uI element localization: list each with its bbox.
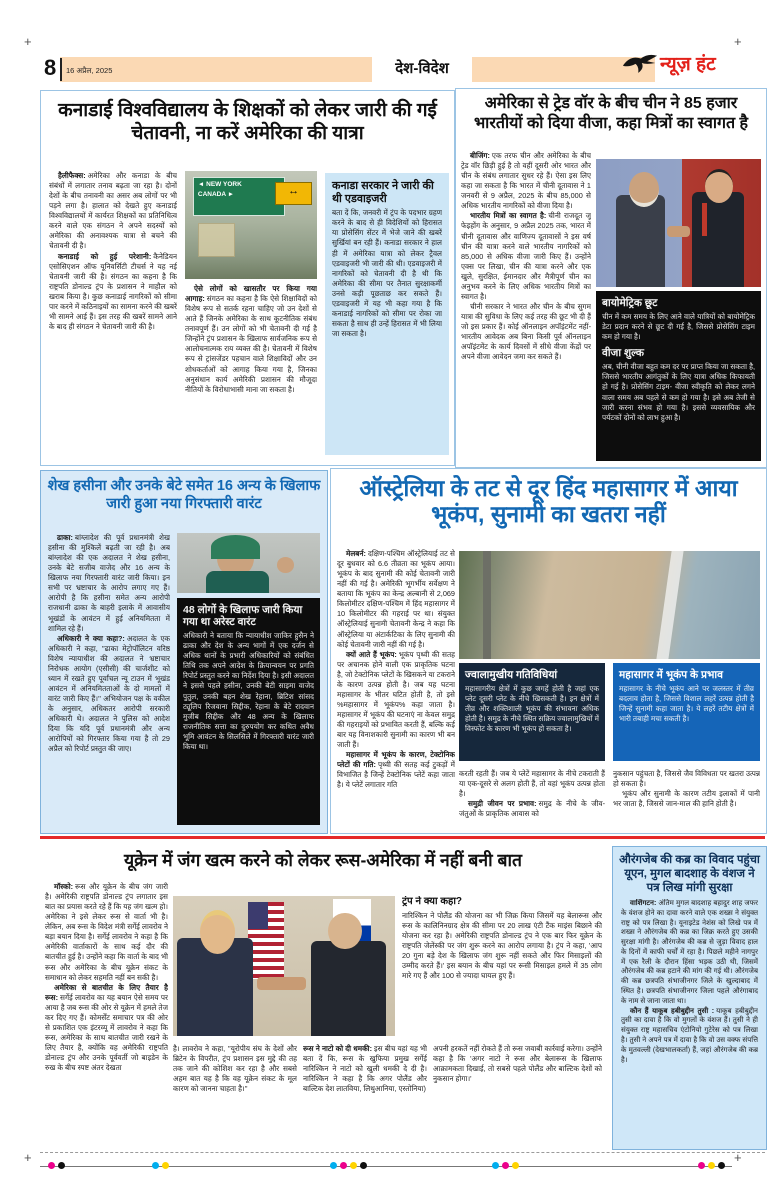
- paragraph-lead: क्यों आते हैं भूकंप:: [346, 649, 397, 659]
- paragraph-text: समुद्र के नीचे के जीव-जंतुओं के प्राकृतिक आवास को: [459, 799, 605, 819]
- paragraph: [49, 171, 177, 252]
- article-body-column: [48, 533, 170, 825]
- handshake: [257, 977, 306, 990]
- header-band: [60, 57, 655, 82]
- paragraph-text: कैनेडियन एसोसिएशन ऑफ यूनिवर्सिटी टीचर्स ने यह नई चेतावनी जारी की है। संगठन का कहना है कि राष्ट्रपति डोनाल्ड ट्रंप के प्रशासन ने माहौल को खराब किया है। कुछ कनाडाई नागरिकों को सीमा पार करने में कठिनाइयों का सामना करने की खबरें भी सामने आई हैं। इस तरह की खबरें सामने आने के बाद ही संगठन ने चेतावनी जारी की है।: [49, 251, 177, 331]
- beach-aerial-photo: [459, 551, 760, 659]
- paragraph-text: एक तरफ चीन और अमेरिका के बीच ट्रेड वॉर छिड़ी हुई है तो वहीं दूसरी ओर भारत और चीन के संबंध लगातार सुधर रहे हैं। ऐसा इस लिए कहा जा सकता है कि भारत में चीनी दूतावास ने 1 जनवरी से 9 अप्रैल, 2025 के बीच 85,000 से अधिक भारतीय नागरिकों को वीजा दिया है।: [461, 151, 591, 211]
- sub-heading: ट्रंप ने क्या कहा?: [402, 896, 463, 907]
- arrow-sign: ↔: [275, 182, 311, 206]
- handshake: [667, 226, 690, 238]
- paragraph: [461, 302, 591, 362]
- paragraph: [337, 549, 455, 650]
- paragraph-lead: कनाडाई को हुई परेशानी:: [58, 251, 152, 261]
- masthead-logo: [622, 50, 716, 76]
- paragraph-lead: बीजिंग:: [470, 151, 490, 160]
- bottom-dashed-rule: [40, 1152, 765, 1153]
- article-headline: ऑस्ट्रेलिया के तट से दूर हिंद महासागर में आया भूकंप, सुनामी का खतरा नहीं: [359, 475, 738, 528]
- paragraph-text: करती रहती हैं। जब ये प्लेटें महासागर के नीचे टकराती हैं या एक-दूसरे से अलग होती हैं, तो वहां भूकंप उत्पन्न होता है।: [459, 769, 605, 799]
- crop-mark-icon: +: [24, 1150, 32, 1165]
- article-body-column: [303, 1044, 427, 1144]
- info-box-title: महासागर में भूकंप के प्रभाव: [619, 669, 723, 681]
- paragraph-lead: ढाका:: [57, 533, 73, 542]
- trump-statement-column: [402, 896, 602, 1038]
- article-headline: औरंगजेब की कब्र का विवाद पहुंचा यूएन, मुगल बादशाह के वंशज ने पत्र लिख मांगी सुरक्षा: [619, 854, 760, 895]
- paragraph-lead: कौन हैं याकूब हबीबुद्दीन तुसी :: [630, 1006, 715, 1015]
- article-body-column: [177, 533, 320, 825]
- article-earthquake: [330, 468, 767, 834]
- paragraph-text: रूस और यूक्रेन के बीच जंग जारी है। अमेरिकी राष्ट्रपति डोनाल्ड ट्रंप लगातार इस बात का प्रयास करते रहे हैं कि यह जंग खत्म हो। अमेरिका ने इसे लेकर रूस से वार्ता भी है। लेकिन, अब रूस के विदेश मंत्री सर्गेई लावरोव ने बड़ा बयान दिया है। सर्गेई लावरोव ने कहा है कि अमेरिकी वार्ताकारों के साथ कई दौर की बातचीत हुई है। उन्होंने कहा कि वार्ता के बाद भी रूस और अमेरिका के बीच यूक्रेन संकट के समाधान को लेकर सहमति नहीं बन सकी है।: [45, 882, 168, 982]
- surf-line: [656, 551, 683, 659]
- info-box-title: वीजा शुल्क: [602, 347, 644, 360]
- paragraph-text: अमेरिका और कनाडा के बीच संबंधों में लगातार तनाव बढ़ता जा रहा है। दोनों देशों के बीच तनावनी का असर अब लोगों पर भी पड़ने लगा है। हालात को देखते हुए कनाडाई विश्वविद्यालयों में कार्यरत शिक्षकों का प्रतिनिधित्व करने वाले एक संगठन ने अपने सदस्यों को अमेरिका की अनावश्यक यात्रा से बचने की चेतावनी दी है।: [49, 171, 177, 251]
- masthead-title: न्यूज़ हंट: [660, 54, 716, 75]
- paragraph: [461, 151, 591, 211]
- footer-rule: [40, 1166, 732, 1167]
- paragraph-text: इस बीच यहां यह भी बता दें कि, रूस के खुफिया प्रमुख सर्गेई नारिश्किन ने नाटो को खुली धमकी दे दी है। नारिश्किन ने कहा है कि अगर पोलैंड और बाल्टिक देश लातविया, लिथुआनिया, एस्तोनिया): [303, 1044, 427, 1094]
- paragraph-text: चीनी सरकार ने भारत और चीन के बीच सुगम यात्रा की सुविधा के लिए कई तरह की छूट भी दी हैं जो इस प्रकार हैं। कोई ऑनलाइन अपॉइंटमेंट नहीं- भारतीय आवेदक अब बिना किसी पूर्व ऑनलाइन अपॉइंटमेंट के कार्य दिवसों में सीधे वीजा केंद्रों पर अपने वीजा आवेदन जमा कर सकते हैं।: [461, 301, 591, 362]
- xi-figure: [692, 192, 745, 287]
- registration-dot: [502, 1162, 509, 1169]
- article-headline: अमेरिका से ट्रेड वॉर के बीच चीन ने 85 हजार भारतीयों को दिया वीजा, कहा मित्रों का स्वागत है: [473, 95, 749, 132]
- info-box-title: बायोमेट्रिक छूट: [602, 297, 658, 309]
- green-headscarf: [211, 535, 260, 559]
- registration-dot: [698, 1162, 705, 1169]
- club-signboard: [198, 223, 234, 257]
- crop-mark-icon: +: [734, 34, 742, 49]
- paragraph-lead: मेलबर्न:: [346, 549, 366, 558]
- paragraph: [433, 1044, 602, 1084]
- article-body-column: [459, 769, 605, 827]
- crop-mark-icon: +: [24, 34, 32, 49]
- paragraph: [49, 252, 177, 333]
- paragraph: [621, 899, 758, 1007]
- paragraph-lead: अमेरिका से बातचीत के लिए तैयार है रूस:: [45, 982, 168, 1002]
- info-box-text: अधिकारी ने बताया कि न्यायाधीश जाकिर हुसैन ने ढाका और देश के अन्य भागों में एक दर्जन से अधिक थानों के प्रभारी अधिकारियों को संबंधित तिथि तक अपने आदेश के क्रियान्वयन पर प्रगति रिपोर्ट प्रस्तुत करने का निर्देश दिया है। इसी अदालत ने इससे पहले हसीना, उनकी बेटी साइमा वाजेद पुतुल, उनकी बहन शेख रेहाना, ब्रिटिश सांसद ट्यूलिप रिजवाना सिद्दीक, रेहाना के बेटे रादवान मुजीब सिद्दीक और 48 अन्य के खिलाफ राजनीतिक सत्ता का दुरुपयोग कर कथित अवैध भूमि आवंटन के सिलसिले में गिरफ्तारी वारंट जारी किया था।: [183, 631, 314, 751]
- paragraph: [337, 750, 455, 790]
- trump-putin-photo: [173, 896, 395, 1036]
- modi-head: [629, 172, 659, 207]
- xi-head: [705, 169, 733, 203]
- paragraph: [621, 1007, 758, 1066]
- us-flag-canton: [248, 902, 268, 929]
- paragraph: [45, 882, 168, 983]
- article-body-column: [337, 549, 455, 827]
- paragraph-lead: भारतीय मित्रों का स्वागत है:: [470, 211, 547, 221]
- paragraph: [185, 284, 317, 395]
- section-title: देश-विदेश: [372, 54, 472, 84]
- info-box-title: 48 लोगों के खिलाफ जारी किया गया था अरेस्ट वारंट: [183, 604, 303, 629]
- info-box-text: महासागरीय क्षेत्रों में कुछ जगहें होती है जहां एक प्लेट दूसरी प्लेट के नीचे खिसकती है। इन क्षेत्रों में तीव्र और शक्तिशाली भूकंप की संभावना अधिक होती है। समुद्र के नीचे स्थित सक्रिय ज्वालामुखियों में विस्फोट के कारण भी भूकंप हो सकता है।: [465, 684, 599, 734]
- paragraph: [303, 1044, 427, 1094]
- registration-dot: [350, 1162, 357, 1169]
- sign-text: ◄ NEW YORK: [197, 181, 242, 189]
- paragraph: [613, 789, 760, 809]
- article-hasina-warrant: [40, 470, 328, 834]
- registration-dot: [340, 1162, 347, 1169]
- paragraph-lead: वाशिंगटन:: [630, 899, 657, 907]
- paragraph-text: बांग्लादेश की पूर्व प्रधानमंत्री शेख हसीना की मुश्किलें बढ़ती जा रही है। अब बांग्लादेश की एक अदालत ने शेख हसीना, उनके बेटे सजीब वाजेद और 16 अन्य के खिलाफ नया गिरफ्तारी वारंट जारी किया। इन सभी पर भ्रष्टाचार के आरोप लगाए गए हैं। आरोपी है कि हसीना समेत अन्य आरोपी राजधानी ढाका के बाहरी इलाके में आवासीय भूखंडों के आवंटन में हुई अनियमितता में शामिल रहे हैं।: [48, 533, 170, 633]
- paragraph-text: है। लावरोव ने कहा, ''यूरोपीय संघ के देशों और ब्रिटेन के विपरीत, ट्रंप प्रशासन इस मुद्दे की तह तक जाने की कोशिश कर रहा है और सबसे अहम बात यह है कि वह यूक्रेन संकट के मूल कारण को जानना चाहता है।'': [173, 1044, 297, 1094]
- photo-caption-paragraph: [185, 284, 317, 452]
- registration-dot: [162, 1162, 169, 1169]
- registration-dot: [152, 1162, 159, 1169]
- registration-dot: [492, 1162, 499, 1169]
- info-box-section: [602, 297, 755, 342]
- article-headline: यूक्रेन में जंग खत्म करने को लेकर रूस-अमेरिका में नहीं बनी बात: [123, 850, 523, 870]
- article-body-column: [433, 1044, 602, 1144]
- red-tie: [702, 203, 707, 236]
- article-headline: कनाडाई विश्वविद्यालय के शिक्षकों को लेकर जारी की गई चेतावनी, ना करें अमेरिका की यात्रा: [58, 100, 437, 145]
- crop-mark-icon: +: [734, 1150, 742, 1165]
- registration-dot: [708, 1162, 715, 1169]
- article-body-column: [461, 151, 591, 459]
- paragraph-text: भूकंप और सुनामी के कारण तटीय इलाकों में पानी भर जाता है, जिससे जान-माल की हानि होती है।: [613, 789, 760, 809]
- article-body-column: [49, 171, 177, 457]
- article-body-column: [621, 899, 758, 1143]
- article-canada-warning: [40, 90, 455, 466]
- paragraph-text: दक्षिण-पश्चिम ऑस्ट्रेलियाई तट से दूर बुधवार को 6.6 तीव्रता का भूकंप आया। भूकंप के बाद सुनामी की कोई चेतावनी जारी नहीं की गई है। अमेरिकी भूगर्भीय सर्वेक्षण ने बताया कि भूकंप का केन्द्र अल्बानी से 2,069 किलोमीटर दक्षिण-पश्चिम में हिंद महासागर में 10 किलोमीटर की गहराई पर था। संयुक्त ऑस्ट्रेलियाई सुनामी चेतावनी केन्द्र ने कहा कि ऑस्ट्रेलिया या अंटार्कटिका के लिए सुनामी की कोई चेतावनी जारी नहीं की गई है।: [337, 549, 455, 649]
- coastal-road: [483, 551, 491, 659]
- paragraph-lead: महासागर में भूकंप के कारण, टेक्टोनिक प्लेटों की गति:: [337, 750, 455, 770]
- sidebar-text: बता दें कि, जनवरी में ट्रंप के पदभार ग्रहण करने के बाद से ही विदेशियों को हिरासत या प्रोसेसिंग सेंटर में भेजे जाने की खबरें सुर्खियां बन रही हैं। कनाडा सरकार ने हाल ही में अमेरिका यात्रा को लेकर ट्रैवल एडवाइजरी भी जारी की थी। एडवाइजरी में नागरिकों को चेतावनी दी है थी कि अमेरिका की सीमा पर तैनात सुरक्षाकर्मी उनसे कड़ी पूछताछ कर सकते हैं। एडवाइजरी में यह भी कहा गया है कि कनाडाई नागरिकों को सीमा पर रोका जा सकता है साथ ही उन्हें हिरासत में भी लिया जा सकता है।: [332, 208, 442, 339]
- article-body-column: [613, 769, 760, 827]
- paragraph-lead: हैलीफैक्स:: [58, 171, 86, 180]
- paragraph-text: याकूब हबीबुद्दीन तुसी का दावा है कि वो मुगलों के वंशज हैं। तुसी ने ही संयुक्त राष्ट्र महासचिव एंटोनियो गुटेरेस को पत्र लिखा है। तुसी ने अपने पत्र में दावा है कि वो उस वक्फ संपत्ति के मुतवल्ली (देखभालकर्ता) हैं, जहां औरंगजेब की कब्र है।: [621, 1006, 758, 1064]
- registration-dot: [512, 1162, 519, 1169]
- info-box-title: ज्वालामुखीय गतिविधियां: [465, 669, 558, 681]
- paragraph-text: संगठन का कहना है कि ऐसे शिक्षाविदों को विशेष रूप से सतर्क रहना चाहिए जो उन देशों से आते हैं जिनके अमेरिका के साथ कूटनीतिक संबंध तनावपूर्ण हैं। उन लोगों को भी चेतावनी दी गई है जिन्होंने ट्रंप प्रशासन के खिलाफ सार्वजनिक रूप से आलोचनात्मक राय व्यक्त की है। चेतावनी में विशेष रूप से ट्रांसजेंडर पहचान वाले शिक्षाविदों और उन शोधकर्ताओं को आगाह किया गया है, जिनका अनुसंधान कार्य अमेरिकी प्रशासन की मौजूदा नीतियों के विरोधाभासी माना जा सकता है।: [185, 294, 317, 394]
- paragraph: [459, 799, 605, 819]
- paragraph-text: भूकंप पृथ्वी की सतह पर अचानक होने वाली एक प्राकृतिक घटना है, जो टेक्टोनिक प्लेटों के खिसकने या टकराने के कारण उत्पन्न होती है। जब यह घटना महासागर के भीतर घटित होती है, तो इसे %महासागर में भूकंप% कहा जाता है। महासागर में भूकंप की घटनाएं ना केवल समुद्र की गहराइयों को प्रभावित करती हैं, बल्कि कई बार यह विनाशकारी सुनामी का कारण भी बन जाती हैं।: [337, 649, 455, 750]
- paragraph-lead: मॉस्को:: [54, 882, 74, 891]
- paragraph-text: चीनी राजदूत जू फेइहोंग के अनुसार, 9 अप्रैल 2025 तक, भारत में चीनी दूतावास और वाणिज्य दूतावासों ने इस वर्ष चीन की यात्रा करने वाले भारतीय नागरिकों को 85,000 से अधिक वीजा जारी किए हैं। उन्होंने एक्स पर लिखा, चीन की यात्रा करने और एक खुले, सुरक्षित, ईमानदार और मैत्रीपूर्ण चीन का अनुभव करने के लिए अधिक भारतीय मित्रों का स्वागत है।: [461, 211, 591, 301]
- registration-dot: [58, 1162, 65, 1169]
- info-box-text: चीन में कम समय के लिए आने वाले यात्रियों को बायोमेट्रिक डेटा प्रदान करने से छूट दी गई है, जिससे प्रोसेसिंग टाइम कम हो गया है।: [602, 312, 755, 342]
- hasina-photo: [177, 533, 320, 593]
- trump-head: [200, 910, 236, 954]
- registration-dot: [360, 1162, 367, 1169]
- road-sign-photo: [185, 171, 317, 279]
- volcanic-activity-box: [459, 663, 605, 761]
- paragraph: [173, 1044, 297, 1094]
- paragraph-text: सर्गेई लावरोव का यह बयान ऐसे समय पर आया है जब रूस की ओर से यूक्रेन में हमले तेज कर दिए गए हैं। कोमर्सेंट समाचार पत्र की ओर से प्रकाशित एक इंटरव्यू में लावरोव ने कहा कि रूस, अमेरिका के साथ बातचीत जारी रखने के लिए तैयार है, क्योंकि वह अमेरिकी राष्ट्रपति डोनाल्ड ट्रंप और उनके पूर्ववर्ती जो बाइडेन के रुख के बीच स्पष्ट अंतर देखता: [45, 992, 168, 1073]
- article-body-column: [185, 171, 317, 457]
- paragraph: [48, 634, 170, 755]
- paragraph: [45, 983, 168, 1074]
- modi-figure: [616, 195, 666, 287]
- us-flag: [248, 902, 284, 979]
- registration-dot: [330, 1162, 337, 1169]
- article-body-column: [173, 1044, 297, 1144]
- paragraph: [613, 769, 760, 789]
- article-aurangzeb-un: [612, 846, 767, 1150]
- visa-info-box: [596, 291, 761, 461]
- paragraph-lead: अधिकारी ने क्या कहा?:: [57, 633, 125, 643]
- paragraph-text: अदालत के एक अधिकारी ने कहा, ''ढाका मेट्रोपॉलिटन वरिष्ठ विशेष न्यायाधीश की अदालत ने भ्रष्टाचार निरोधक आयोग (एसीसी) की चार्जशीट को ध्यान में रखते हुए पूर्वांचल न्यू टाउन में भूखंड आवंटन में अनियमितताओं के दो मामलों में वारंट जारी किए हैं।'' अभियोजन पक्ष के वकील के अनुसार, अधिकतर आरोपी सरकारी अधिकारी थे। अदालत ने पुलिस को आदेश दिया कि यदि पूर्व प्रधानमंत्री और अन्य आरोपियों को गिरफ्तार किया गया है तो 29 अप्रैल को रिपोर्ट प्रस्तुत की जाए।: [48, 633, 170, 754]
- modi-xi-handshake-photo: [596, 159, 761, 287]
- section-divider: [40, 836, 765, 839]
- paragraph-lead: समुद्री जीवन पर प्रभाव:: [468, 799, 537, 809]
- registration-dot: [718, 1162, 725, 1169]
- page-number: 8: [44, 55, 57, 80]
- advisory-sidebar-box: [325, 173, 449, 455]
- info-box-text: महासागर के नीचे भूकंप आने पर जलस्तर में तीव्र बदलाव होता है, जिससे विशाल लहरें उत्पन्न होती है जिन्हें सुनामी कहा जाता है। ये लहरें तटीय क्षेत्रों में भारी तबाही मचा सकती है।: [619, 684, 754, 724]
- paragraph: [459, 769, 605, 799]
- paragraph-text: नारिश्किन ने पोलैंड की योजना का भी जिक्र किया जिसमें यह बेलारूस और रूस के कालिनिनग्राद क्षेत्र की सीमा पर 20 लाख एंटी टैंक माइंस बिछाने की योजना कर रहा है। अमेरिकी राष्ट्रपति डोनाल्ड ट्रंप ने एक बार फिर यूक्रेन के राष्ट्रपति जेलेंस्की पर जंग शुरू करने का आरोप लगाया है। ट्रंप ने कहा, 'आप 20 गुना बड़े देश के खिलाफ जंग शुरू नहीं सकते और फिर मिसाइलों की उम्मीद करते हैं।' इस बयान के बीच यहां पर रूसी मिसाइल हमले में 35 लोग मारे गए हैं और 100 से ज्यादा घायल हुए हैं।: [402, 910, 602, 980]
- ocean-quake-effects-box: [613, 663, 760, 761]
- paragraph-lead: ऐसे लोगों को खासतौर पर किया गया आगाह:: [185, 284, 317, 304]
- paragraph-text: अंतिम मुगल बादशाह बहादुर शाह जफर के वंशज होने का दावा करने वाले एक शख्स ने संयुक्त राष्ट्र को पत्र लिखा है। यूनाइटेड नेशंस को लिखे पत्र में शख्स ने औरंगजेब की कब्र का जिक्र करते हुए उसकी सुरक्षा मांगी है। औरंगजेब की कब्र से जुड़ा विवाद हाल के दिनों में काफी चर्चों में रहा है। पिछले महीने नागपुर में एक रैली के दौरान हिंसा भड़क उठी थी, जिसमें औरंगजेब की कब्र हटाने की मांग की गई थी। औरंगजेब की कब्र छत्रपति संभाजीनगर जिले के खुल्दाबाद में स्थित है। छत्रपति संभाजीनगर जिला पहले औरंगाबाद के नाम से जाना जाता था।: [621, 899, 758, 1005]
- article-body-column: [45, 882, 168, 1144]
- article-ukraine-talks: [40, 846, 606, 1152]
- highway-sign: [193, 177, 285, 215]
- paragraph: [461, 211, 591, 302]
- info-box-text: अब, चीनी वीजा बहुत कम दर पर प्राप्त किया जा सकता है, जिससे भारतीय आगंतुकों के लिए यात्रा अधिक किफायती हो गई है। प्रोसेसिंग टाइम- वीजा स्वीकृति को लेकर लगने वाला समय अब पहले से कम हो गया है। इसे अब तेजी से जारी करना संभव हो गया है। इससे व्यवसायिक और पर्यटकों दोनों को लाभ हुआ है।: [602, 362, 755, 422]
- arrest-warrant-box: [177, 598, 320, 825]
- page-date: 16 अप्रैल, 2025: [66, 66, 113, 75]
- header-divider: [60, 58, 62, 81]
- putin-head: [328, 913, 361, 949]
- paragraph: [337, 650, 455, 751]
- paragraph: [402, 911, 602, 981]
- paragraph: [48, 533, 170, 634]
- raised-hand: [277, 557, 294, 573]
- registration-dot: [48, 1162, 55, 1169]
- putin-figure: [311, 941, 386, 1036]
- paragraph-text: पृथ्वी की सतह कई टुकड़ों में विभाजित है जिन्हें टेक्टोनिक प्लेटें कहा जाता है। ये प्लेटें लगातार गति: [337, 760, 455, 790]
- sign-text: CANADA ►: [197, 191, 235, 199]
- article-headline: शेख हसीना और उनके बेटे समेत 16 अन्य के खिलाफ जारी हुआ नया गिरफ्तारी वारंट: [47, 478, 321, 512]
- info-box-section: [602, 347, 755, 422]
- eagle-icon: [622, 51, 658, 75]
- sidebar-title: कनाडा सरकार ने जारी की थी एडवाइजरी: [332, 180, 434, 205]
- hasina-figure: [206, 571, 269, 593]
- article-china-visa: [455, 88, 767, 468]
- paragraph-lead: रूस ने नाटो को दी धमकी:: [303, 1044, 373, 1053]
- paragraph-text: अपनी हरकतें नहीं रोकते हैं तो रूस जवाबी कार्रवाई करेगा। उन्होंने कहा है कि 'अगर नाटो ने रूस और बेलारूस के खिलाफ आक्रामकता दिखाई, तो सबसे पहले पोलैंड और बाल्टिक देशों को नुकसान होगा।': [433, 1044, 602, 1084]
- paragraph-text: नुकसान पहुंचता है, जिससे जैव विविधता पर खतरा उत्पन्न हो सकता है।: [613, 769, 760, 789]
